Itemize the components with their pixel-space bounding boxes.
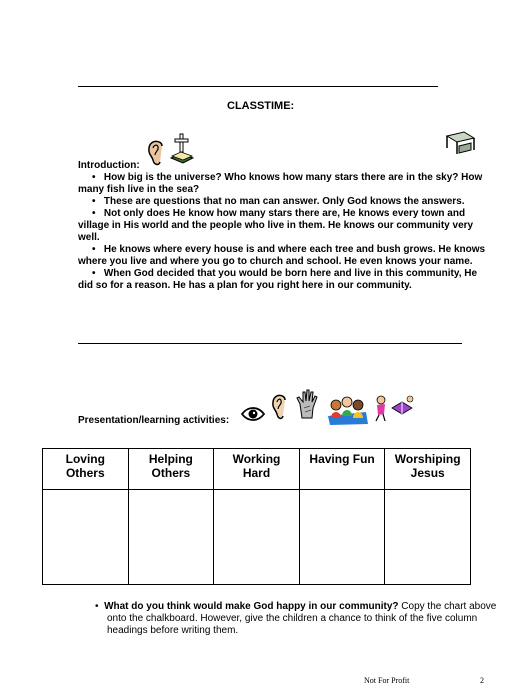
introduction-section [78, 159, 486, 292]
closing-question [95, 601, 499, 637]
classtime-heading: CLASSTIME: [227, 100, 295, 112]
column-header: Worshiping Jesus [385, 449, 471, 490]
ear-icon [270, 392, 290, 422]
table-cell [385, 490, 471, 585]
table-header-row [43, 449, 471, 490]
table-cell [299, 490, 385, 585]
page-number: 2 [480, 676, 484, 685]
intro-paragraph: • When God decided that you would be born here and live in this community, He did so for a reason. He has a plan for you right here in our community. [78, 268, 478, 291]
top-divider [78, 86, 438, 87]
bullet: • [92, 208, 96, 219]
bullet: • [92, 268, 96, 279]
middle-divider [78, 343, 462, 344]
bullet: • [95, 601, 105, 612]
introduction-label: Introduction: [78, 160, 140, 171]
footer-text: Not For Profit [364, 676, 410, 685]
teacher-desk-icon [444, 130, 478, 158]
children-group-icon [326, 394, 370, 426]
children-playing-icon [372, 394, 416, 422]
column-header: Working Hard [214, 449, 300, 490]
table-cell [214, 490, 300, 585]
intro-paragraph: • He knows where every house is and where each tree and bush grows. He knows where you live and where you go to church and school. He even knows your name. [78, 244, 486, 267]
bullet: • [92, 244, 96, 255]
intro-paragraph: • How big is the universe? Who knows how many stars there are in the sky? How many fish live in the sea? [78, 172, 483, 195]
activities-chart [42, 448, 471, 585]
table-row [43, 490, 471, 585]
intro-paragraph: • Not only does He know how many stars there are, He knows every town and village in His world and the people who live in them. He knows our community very well. [78, 208, 474, 243]
bullet: • [92, 172, 96, 183]
column-header: Loving Others [43, 449, 129, 490]
question-bold: What do you think would make God happy in our community? [104, 601, 399, 612]
column-header: Having Fun [299, 449, 385, 490]
bullet: • [92, 196, 96, 207]
presentation-label: Presentation/learning activities: [78, 415, 230, 426]
table-cell [128, 490, 214, 585]
intro-paragraph: • These are questions that no man can answer. Only God knows the answers. [92, 196, 465, 207]
table-cell [43, 490, 129, 585]
eye-icon [240, 404, 266, 424]
question-instructions: Copy the chart above onto the chalkboard. However, give the children a chance to think of the five column headings before writing them. [107, 601, 497, 636]
hand-icon [294, 388, 320, 420]
column-header: Helping Others [128, 449, 214, 490]
